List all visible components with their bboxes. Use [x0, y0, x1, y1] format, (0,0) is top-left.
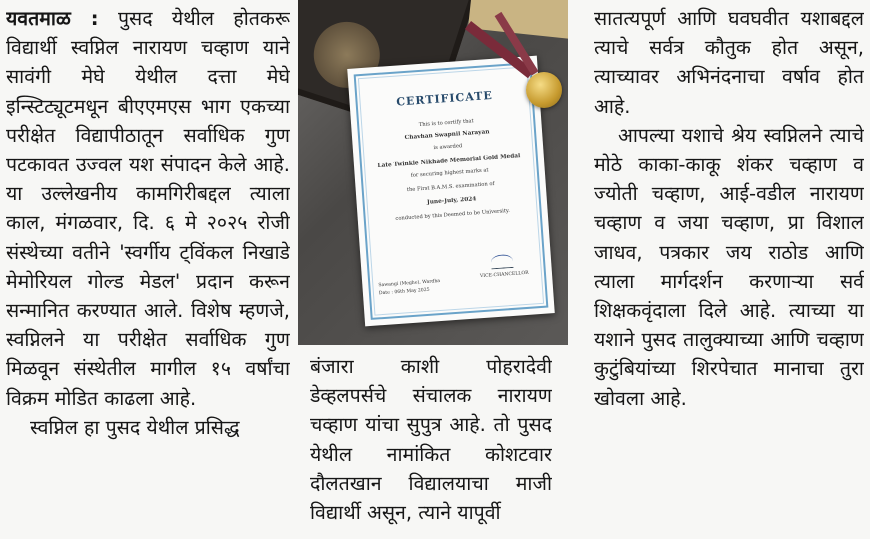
certificate-recipient: Chavhan Swapnil Narayan [404, 129, 490, 142]
article-column-right [594, 4, 864, 536]
middle-paragraph: बंजारा काशी पोहरादेवी डेव्हलपर्सचे संचालक नारायण चव्हाण यांचा सुपुत्र आहे. तो पुसद येथील नामांकित कोशटवार दौलतखान विद्यालयाचा माजी विद्यार्थी असून, त्याने यापूर्वी [310, 355, 552, 525]
article-column-left [6, 4, 290, 536]
certificate-title: CERTIFICATE [395, 88, 494, 109]
certificate-award: Late Twinkle Nikhade Memorial Gold Medal [377, 153, 521, 170]
certificate-photo [298, 0, 568, 345]
certificate-line-3: for securing highest marks at [410, 167, 489, 179]
certificate-line-4: the First B.A.M.S. examination of [406, 180, 495, 194]
certificate-line-1: This is to certify that [418, 118, 474, 129]
certificate-signatory: VICE-CHANCELLOR [479, 270, 529, 280]
certificate-session: June-July, 2024 [426, 196, 477, 206]
dateline: यवतमाळ : [6, 7, 99, 30]
signature-mark [491, 254, 514, 270]
certificate-line-5: conducted by this Deemed to be University. [395, 207, 511, 222]
left-paragraph-1-text: पुसद येथील होतकरू विद्यार्थी स्वप्निल नारायण चव्हाण याने सावंगी मेघे येथील दत्ता मेघे इन्स्टिट्यूटमधून बीएएमएस भाग एकच्या परीक्षेत विद्यापीठातून सर्वाधिक गुण पटकावत उज्वल यश संपादन केले आहे. या उल्लेखनीय कामगिरीबद्दल त्याला काल, मंगळवार, दि. ६ मे २०२५ रोजी संस्थेच्या वतीने 'स्वर्गीय ट्विंकल निखाडे मेमोरियल गोल्ड मेडल' प्रदान करून सन्मानित करण्यात आले. विशेष म्हणजे, स्वप्निलने या परीक्षेत सर्वाधिक गुण मिळवून संस्थेतील मागील १५ वर्षांचा विक्रम मोडित काढला आहे. [6, 7, 290, 410]
gold-medal [526, 72, 562, 108]
article-column-middle [310, 352, 552, 536]
left-paragraph-1 [6, 4, 290, 413]
right-paragraph-1: सातत्यपूर्ण आणि घवघवीत यशाबद्दल त्याचे सर्वत्र कौतुक होत असून, त्याच्यावर अभिनंदनाचा वर्षाव होत आहे. [594, 7, 864, 118]
certificate-line-2: is awarded [433, 143, 463, 152]
certificate-place: Sawangi (Meghe), Wardha [378, 278, 441, 289]
right-paragraph-2: आपल्या यशाचे श्रेय स्वप्निलने त्याचे मोठे काका-काकू शंकर चव्हाण व ज्योती चव्हाण, आई-वडील नारायण चव्हाण व जया चव्हाण, प्रा विशाल जाधव, पत्रकार जय राठोड आणि त्याला मार्गदर्शन करणाऱ्या सर्व शिक्षकवृंदाला दिले आहे. त्याच्या या यशाने पुसद तालुक्याच्या आणि चव्हाण कुटुंबियांच्या शिरपेचात मानाचा तुरा खोवला आहे. [594, 123, 864, 410]
left-paragraph-2: स्वप्निल हा पुसद येथील प्रसिद्ध [30, 415, 240, 439]
certificate [347, 56, 555, 327]
certificate-date: Date : 06th May 2025 [378, 287, 430, 297]
